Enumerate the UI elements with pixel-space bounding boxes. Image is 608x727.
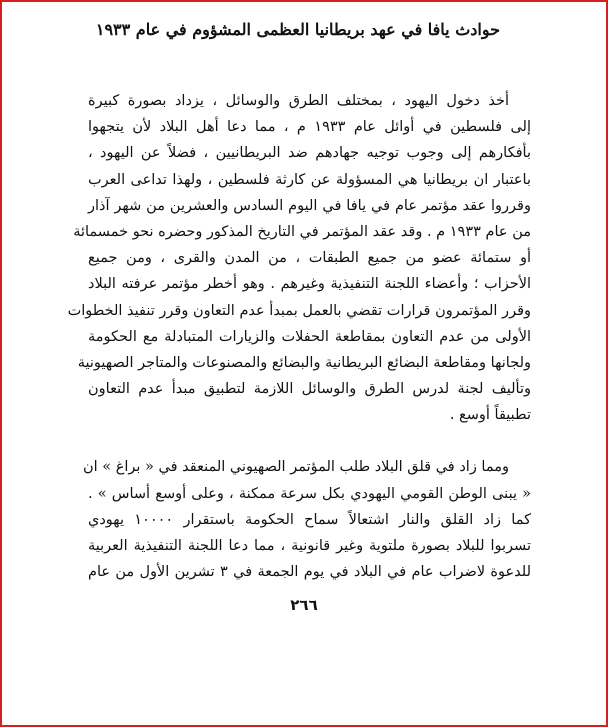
page-title: حوادث يافا في عهد بريطانيا العظمى المشؤوم في عام ١٩٣٣: [95, 20, 500, 39]
text-line: ولجانها ومقاطعة البضائع البريطانية والبضائع والمصنوعات والمتاجر الصهيونية: [77, 354, 531, 371]
text-line: الأحزاب ؛ وأعضاء اللجنة التنفيذية وغيرهم . وهو أخطر مؤتمر عرفته البلاد: [88, 276, 531, 293]
text-line: « يبنى الوطن القومي اليهودي بكل سرعة ممكنة ، وعلى أوسع أساس » .: [88, 485, 531, 502]
paragraph-gap: [88, 428, 531, 454]
text-line: بأفكارهم إلى وجوب توجيه جهادهم ضد البريطانيين ، فضلاً عن اليهود ،: [88, 145, 531, 162]
text-line: وقرروا عقد مؤتمر عام في يافا في اليوم السادس والعشرين من شهر آذار: [88, 197, 531, 214]
text-line: وقرر المؤتمرون قرارات تقضي بالعمل بمبدأ عدم التعاون وقرر تنفيذ الخطوات: [67, 302, 531, 319]
page-body: [67, 88, 531, 585]
text-line: تسربوا للبلاد بصورة ملتوية وغير قانونية ، مما دعا اللجنة التنفيذية العربية: [88, 538, 531, 554]
text-line: كما زاد القلق والنار اشتعالاً سماح الحكومة باستقرار ١٠٠٠٠ يهودي: [88, 511, 531, 528]
paragraph-2: [82, 454, 531, 585]
text-line: أو ستمائة عضو من جميع الطبقات ، من المدن والقرى ، ومن جميع: [88, 250, 531, 267]
text-line: تطبيقاً أوسع .: [449, 407, 531, 424]
text-line: للدعوة لاضراب عام في البلاد في يوم الجمعة في ٣ تشرين الأول من عام: [88, 564, 531, 581]
text-line: باعتبار ان بريطانيا هي المسؤولة عن كارثة فلسطين ، ولهذا تداعى العرب: [88, 171, 531, 188]
text-line: الأولى من عدم التعاون بمقاطعة الحفلات والزيارات المتبادلة مع الحكومة: [88, 328, 531, 345]
text-line: من عام ١٩٣٣ م . وقد عقد المؤتمر في التاريخ المذكور وحضره نحو خمسمائة: [73, 223, 531, 240]
paragraph-1: [67, 88, 531, 428]
text-line: ومما زاد في قلق البلاد طلب المؤتمر الصهيوني المنعقد في « براغ » ان: [82, 459, 509, 476]
page-number: ٢٦٦: [290, 596, 318, 614]
text-line: أخذ دخول اليهود ، بمختلف الطرق والوسائل ، يزداد بصورة كبيرة: [88, 93, 509, 109]
text-line: وتأليف لجنة لدرس الطرق والوسائل اللازمة لتطبيق مبدأ عدم التعاون: [88, 381, 531, 398]
text-line: إلى فلسطين في أوائل عام ١٩٣٣ م ، مما دعا أهل البلاد لأن يتجهوا: [88, 119, 531, 136]
